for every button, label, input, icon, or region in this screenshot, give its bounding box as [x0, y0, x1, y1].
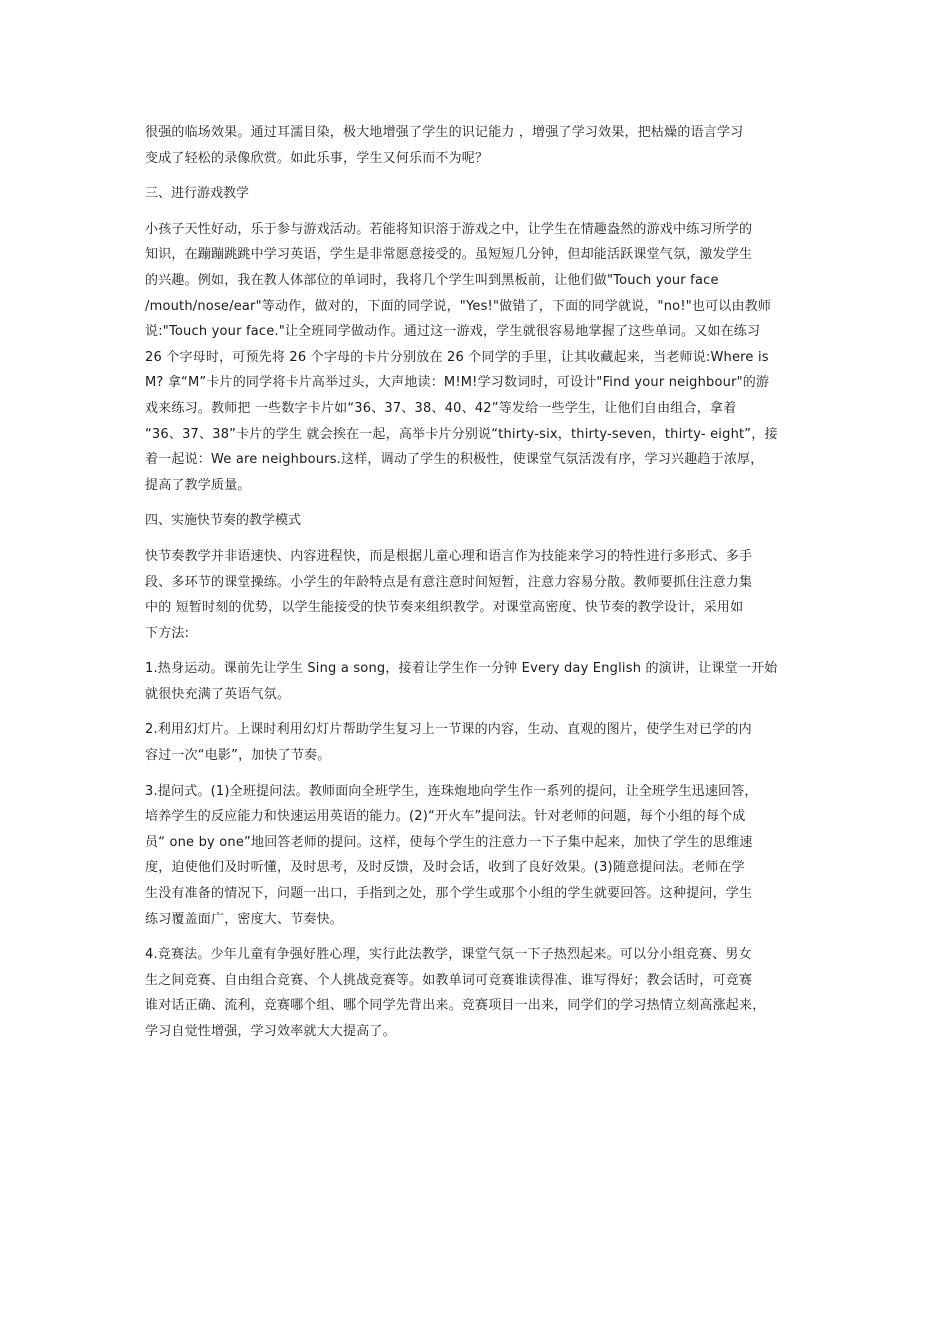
text-line: 度，迫使他们及时听懂，及时思考，及时反馈，及时会话，收到了良好效果。(3)随意提问法。老师在学 [145, 860, 745, 876]
text-line: 培养学生的反应能力和快速运用英语的能力。(2)“开火车”提问法。针对老师的问题，每个小组的每个成 [145, 809, 746, 825]
document-page [145, 120, 810, 1045]
paragraph-questioning [145, 779, 810, 933]
paragraph-fast-pace [145, 544, 810, 646]
paragraph-warmup [145, 656, 810, 707]
text-line: 的兴趣。例如，我在教人体部位的单词时，我将几个学生叫到黑板前，让他们做"Touch your face [145, 272, 719, 288]
text-line: 知识，在蹦蹦跳跳中学习英语，学生是非常愿意接受的。虽短短几分钟，但却能活跃课堂气氛，激发学生 [145, 247, 753, 263]
text-line: 提高了教学质量。 [145, 477, 251, 493]
text-line: 容过一次“电影”，加快了节奏。 [145, 748, 331, 764]
text-line: 段、多环节的课堂操练。小学生的年龄特点是有意注意时间短暂，注意力容易分散。教师要抓住注意力集 [145, 574, 753, 590]
text-line: 26 个字母时，可预先将 26 个字母的卡片分别放在 26 个同学的手里，让其收藏起来，当老师说:Where is [145, 349, 769, 365]
text-line: 学习自觉性增强，学习效率就大大提高了。 [145, 1024, 396, 1039]
text-line: 说:"Touch your face."让全班同学做动作。通过这一游戏，学生就很容易地掌握了这些单词。又如在练习 [145, 324, 761, 340]
text-line: 着一起说：We are neighbours.这样，调动了学生的积极性，使课堂气氛活泼有序，学习兴趣趋于浓厚， [145, 452, 764, 468]
text-line: 3.提问式。(1)全班提问法。教师面向全班学生，连珠炮地向学生作一系列的提问，让全班学生迅速回答， [145, 783, 758, 799]
text-line: 生之间竞赛、自由组合竞赛、个人挑战竞赛等。如教单词可竞赛谁读得准、谁写得好；教会话时，可竞赛 [145, 972, 753, 988]
text-line: 小孩子天性好动，乐于参与游戏活动。若能将知识溶于游戏之中，让学生在情趣盎然的游戏中练习所学的 [145, 221, 753, 237]
text-line: 谁对话正确、流利，竞赛哪个组、哪个同学先背出来。竞赛项目一出来，同学们的学习热情立刻高涨起来， [145, 998, 766, 1014]
paragraph-games [145, 217, 810, 499]
text-line: 中的 短暂时刻的优势，以学生能接受的快节奏来组织教学。对课堂高密度、快节奏的教学设计，采用如 [145, 600, 744, 616]
text-line: 很强的临场效果。通过耳濡目染，极大地增强了学生的识记能力 ，增强了学习效果，把枯燥的语言学习 [145, 125, 744, 140]
text-line: 戏来练习。教师把 一些数字卡片如“36、37、38、40、42”等发给一些学生，让他们自由组合，拿着 [145, 400, 737, 416]
text-line: 变成了轻松的录像欣赏。如此乐事，学生又何乐而不为呢？ [145, 150, 489, 166]
text-line: 快节奏教学并非语速快、内容进程快，而是根据儿童心理和语言作为技能来学习的特性进行多形式、多手 [145, 548, 753, 564]
section-heading-games: 三、进行游戏教学 [145, 186, 250, 202]
paragraph-competition [145, 942, 810, 1044]
text-line: 1.热身运动。课前先让学生 Sing a song，接着让学生作一分钟 Every day English 的演讲，让课堂一开始 [145, 661, 778, 677]
text-line: 员“ one by one”地回答老师的提问。这样，使每个学生的注意力一下子集中起来，加快了学生的思维速 [145, 834, 753, 850]
text-line: 生没有准备的情况下，问题一出口，手指到之处，那个学生或那个小组的学生就要回答。这种提问，学生 [145, 886, 753, 902]
text-line: 下方法: [145, 625, 190, 641]
paragraph-slides [145, 717, 810, 768]
text-line: 就很快充满了英语气氛。 [145, 686, 291, 702]
text-line: 4.竞赛法。少年儿童有争强好胜心理，实行此法教学，课堂气氛一下子热烈起来。可以分小组竞赛、男女 [145, 947, 752, 963]
section-heading-fast-pace: 四、实施快节奏的教学模式 [145, 513, 302, 529]
paragraph-intro [145, 120, 810, 171]
text-line: /mouth/nose/ear"等动作，做对的，下面的同学说，"Yes!"做错了，下面的同学就说，"no!"也可以由教师 [145, 298, 772, 314]
text-line: M? 拿“M”卡片的同学将卡片高举过头，大声地读：M!M!学习数词时，可设计"Find your neighbour"的游 [145, 375, 770, 391]
text-line: 练习覆盖面广，密度大、节奏快。 [145, 911, 344, 927]
text-line: 2.利用幻灯片。上课时利用幻灯片帮助学生复习上一节课的内容，生动、直观的图片，使学生对已学的内 [145, 722, 752, 738]
text-line: “36、37、38”卡片的学生 就会挨在一起，高举卡片分别说“thirty-six，thirty-seven，thirty- eight”，接 [145, 426, 778, 442]
